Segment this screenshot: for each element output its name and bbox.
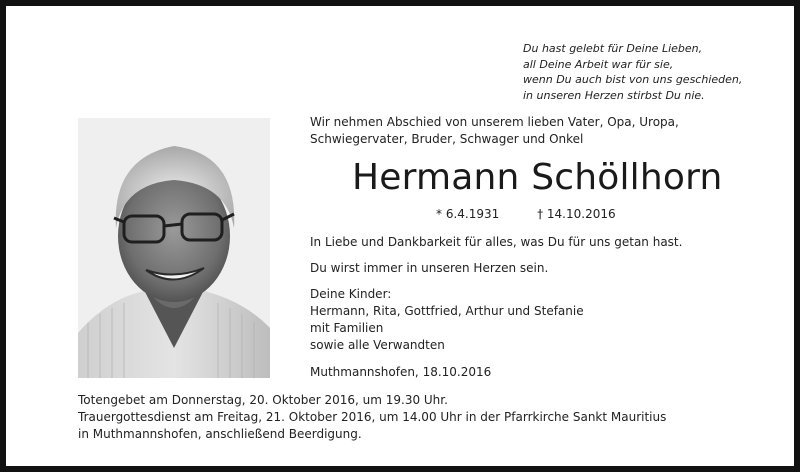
poem-line: Du hast gelebt für Deine Lieben, bbox=[523, 42, 703, 55]
life-dates bbox=[436, 206, 616, 222]
intro-line: Wir nehmen Abschied von unserem lieben Vater, Opa, Uropa, bbox=[310, 115, 679, 129]
poem bbox=[523, 41, 742, 103]
mourners-line: sowie alle Verwandten bbox=[310, 338, 445, 352]
death-date: † 14.10.2016 bbox=[537, 207, 616, 221]
intro-line: Schwiegervater, Bruder, Schwager und Onkel bbox=[310, 132, 584, 146]
poem-line: all Deine Arbeit war für sie, bbox=[523, 57, 674, 71]
poem-line: in unseren Herzen stirbst Du nie. bbox=[523, 88, 705, 102]
memory-text bbox=[310, 260, 548, 277]
mourners-line: Deine Kinder: bbox=[310, 287, 392, 301]
service-line: in Muthmannshofen, anschließend Beerdigung. bbox=[78, 427, 362, 441]
gratitude-text bbox=[310, 234, 682, 251]
service-info bbox=[78, 392, 666, 443]
portrait-photo bbox=[78, 118, 270, 378]
gratitude-line: In Liebe und Dankbarkeit für alles, was Du für uns getan hast. bbox=[310, 235, 683, 249]
deceased-name: Hermann Schöllhorn bbox=[352, 157, 723, 198]
mourners-line: mit Familien bbox=[310, 321, 384, 335]
place-date bbox=[310, 364, 491, 381]
mourners-list bbox=[310, 286, 584, 354]
place-date-line: Muthmannshofen, 18.10.2016 bbox=[310, 365, 492, 379]
poem-line: wenn Du auch bist von uns geschieden, bbox=[523, 73, 743, 86]
service-line: Totengebet am Donnerstag, 20. Oktober 2016, um 19.30 Uhr. bbox=[78, 393, 448, 407]
mourners-line: Hermann, Rita, Gottfried, Arthur und Stefanie bbox=[310, 304, 584, 318]
birth-date: * 6.4.1931 bbox=[436, 207, 500, 221]
service-line: Trauergottesdienst am Freitag, 21. Oktober 2016, um 14.00 Uhr in der Pfarrkirche Sankt Mauritius bbox=[78, 410, 667, 424]
intro-text bbox=[310, 114, 679, 148]
memory-line: Du wirst immer in unseren Herzen sein. bbox=[310, 261, 549, 275]
